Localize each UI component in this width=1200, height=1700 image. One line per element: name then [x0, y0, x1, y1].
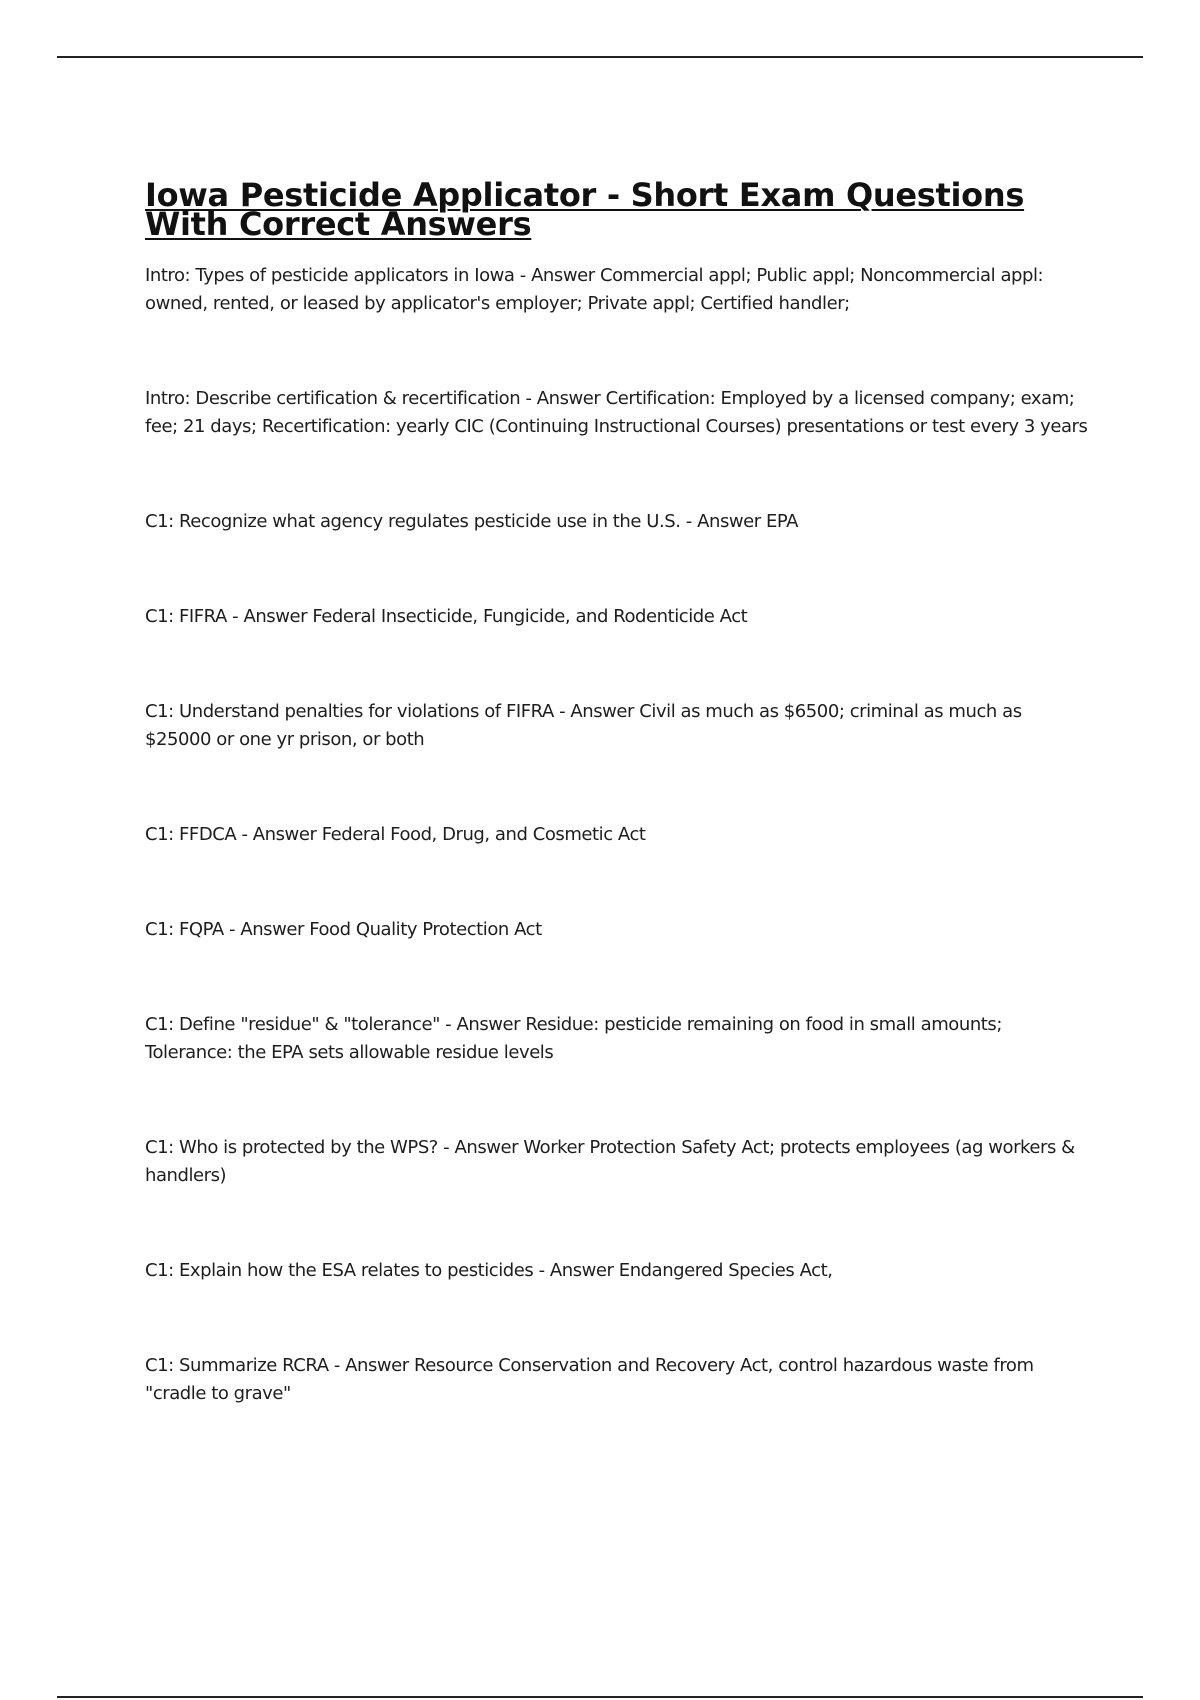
question-text: C1: FIFRA [145, 606, 227, 627]
answer-separator: - Answer [226, 606, 313, 627]
answer-separator: - Answer [520, 388, 606, 409]
answer-separator: - Answer [533, 1260, 619, 1281]
header-rule [57, 56, 1143, 58]
question-text: C1: FQPA [145, 919, 224, 940]
qa-item [145, 603, 1090, 631]
answer-separator: - Answer [514, 265, 600, 286]
qa-item [145, 698, 1090, 754]
qa-item [145, 1134, 1090, 1190]
answer-separator: - Answer [680, 511, 766, 532]
document-body [145, 176, 1090, 1408]
answer-text: EPA [766, 511, 799, 532]
footer-rule [57, 1696, 1143, 1698]
answer-text: Certification: Employed by a licensed company; exam; fee; 21 days; Recertification: yearly CIC (Continuing Instructional Courses) presentations or test every 3 years [145, 388, 1088, 437]
answer-text: Residue: pesticide remaining on food in small amounts; Tolerance: the EPA sets allowable residue levels [145, 1014, 1002, 1063]
question-text: C1: Explain how the ESA relates to pesticides [145, 1260, 534, 1281]
question-text: C1: Understand penalties for violations of FIFRA [145, 701, 554, 722]
answer-separator: - Answer [439, 1014, 526, 1035]
question-text: C1: Recognize what agency regulates pesticide use in the U.S. [145, 511, 681, 532]
question-text: C1: Summarize RCRA [145, 1355, 329, 1376]
answer-separator: - Answer [328, 1355, 415, 1376]
answer-text: Worker Protection Safety Act; protects employees (ag workers & handlers) [145, 1137, 1075, 1186]
answer-separator: - Answer [223, 919, 310, 940]
document-title: Iowa Pesticide Applicator - Short Exam Questions With Correct Answers [145, 176, 1025, 243]
answer-text: Civil as much as $6500; criminal as much as $25000 or one yr prison, or both [145, 701, 1022, 750]
answer-text: Endangered Species Act, [618, 1260, 833, 1281]
answer-text: Federal Food, Drug, and Cosmetic Act [321, 824, 646, 845]
answer-text: Commercial appl; Public appl; Noncommercial appl: owned, rented, or leased by applicator's employer; Private appl; Certified handler; [145, 265, 1044, 314]
qa-item [145, 262, 1090, 318]
qa-item [145, 916, 1090, 944]
answer-text: Federal Insecticide, Fungicide, and Rodenticide Act [312, 606, 748, 627]
qa-item [145, 508, 1090, 536]
qa-item [145, 385, 1090, 441]
question-text: C1: Who is protected by the WPS? [145, 1137, 438, 1158]
answer-separator: - Answer [437, 1137, 524, 1158]
answer-separator: - Answer [553, 701, 640, 722]
answer-separator: - Answer [236, 824, 322, 845]
qa-item [145, 1011, 1090, 1067]
question-text: C1: FFDCA [145, 824, 237, 845]
qa-list [145, 262, 1090, 1408]
qa-item [145, 1257, 1090, 1285]
answer-text: Food Quality Protection Act [309, 919, 542, 940]
question-text: Intro: Describe certification & recertification [145, 388, 521, 409]
qa-item [145, 1352, 1090, 1408]
question-text: C1: Define "residue" & "tolerance" [145, 1014, 440, 1035]
answer-text: Resource Conservation and Recovery Act, control hazardous waste from "cradle to grave" [145, 1355, 1034, 1404]
qa-item [145, 821, 1090, 849]
question-text: Intro: Types of pesticide applicators in Iowa [145, 265, 515, 286]
